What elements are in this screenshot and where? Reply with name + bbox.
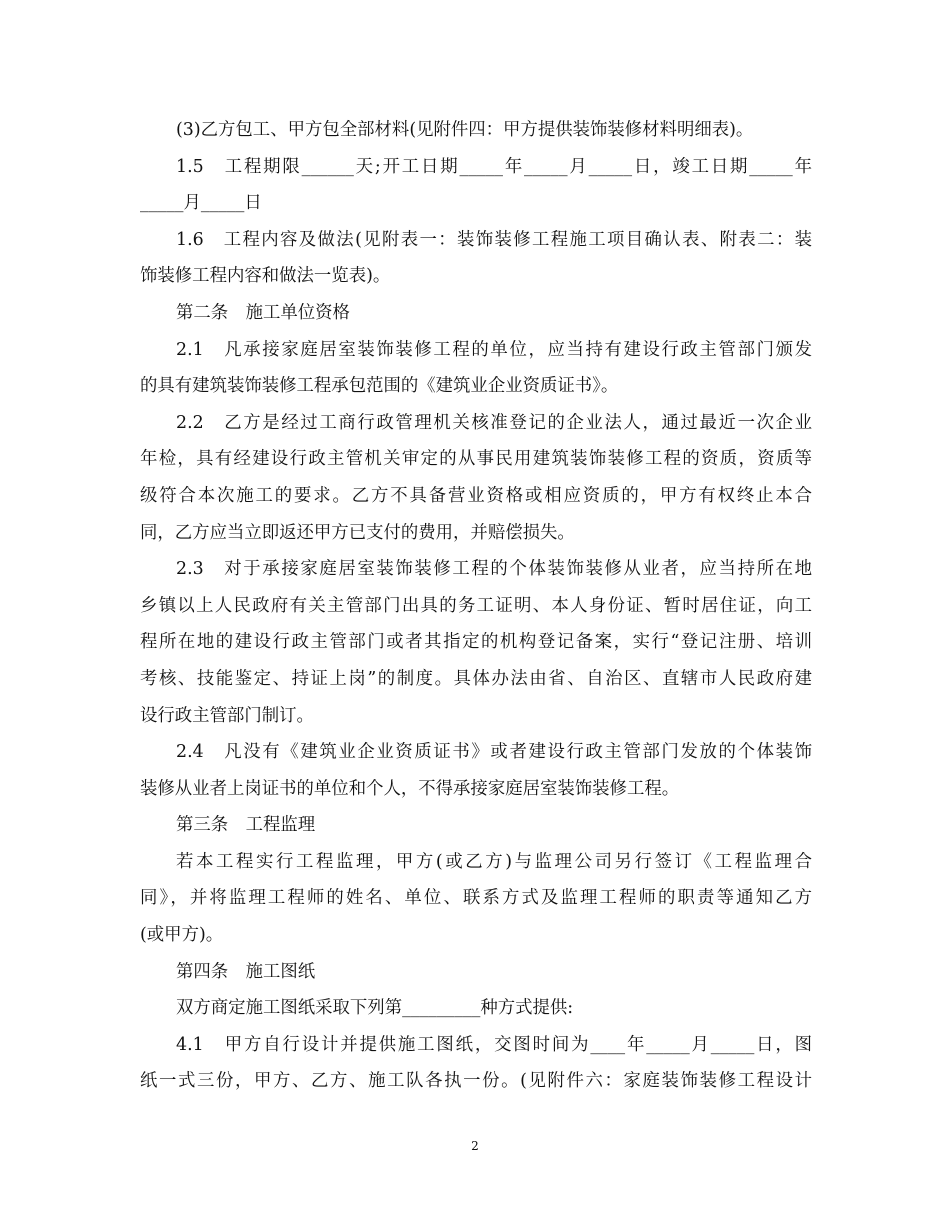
page-number: 2	[471, 1139, 479, 1153]
clause-line: 年检，具有经建设行政主管机关审定的从事民用建筑装饰装修工程的资质，资质等	[140, 449, 812, 470]
clause-line: 1.6 工程内容及做法(见附表一：装饰装修工程施工项目确认表、附表二：装	[176, 229, 812, 250]
article-heading: 第三条 工程监理	[176, 815, 316, 836]
clause-line: 级符合本次施工的要求。乙方不具备营业资格或相应资质的，甲方有权终止本合	[140, 485, 812, 506]
clause-line: (3)乙方包工、甲方包全部材料(见附件四：甲方提供装饰装修材料明细表)。	[176, 120, 754, 140]
article-heading: 第二条 施工单位资格	[176, 302, 350, 323]
clause-line: 乡镇以上人民政府有关主管部门出具的务工证明、本人身份证、暂时居住证，向工	[140, 595, 812, 616]
clause-line: 纸一式三份，甲方、乙方、施工队各执一份。(见附件六：家庭装饰装修工程设计	[140, 1071, 812, 1092]
clause-line: 2.2 乙方是经过工商行政管理机关核准登记的企业法人，通过最近一次企业	[176, 412, 812, 433]
clause-line: 4.1 甲方自行设计并提供施工图纸，交图时间为____年_____月_____日，图	[176, 1034, 812, 1055]
article-heading: 第四条 施工图纸	[176, 961, 316, 982]
clause-line: (或甲方)。	[140, 925, 224, 946]
clause-line: 1.5 工程期限______天;开工日期_____年_____月_____日，竣工日期_____年	[176, 156, 812, 177]
clause-line: 2.4 凡没有《建筑业企业资质证书》或者建设行政主管部门发放的个体装饰	[176, 742, 812, 763]
clause-line: 装修从业者上岗证书的单位和个人，不得承接家庭居室装饰装修工程。	[140, 778, 680, 799]
clause-line: 考核、技能鉴定、持证上岗”的制度。具体办法由省、自治区、直辖市人民政府建	[140, 668, 812, 689]
clause-line: 的具有建筑装饰装修工程承包范围的《建筑业企业资质证书》。	[140, 376, 619, 397]
clause-line: 同，乙方应当立即返还甲方已支付的费用，并赔偿损失。	[140, 522, 575, 543]
clause-line: 双方商定施工图纸采取下列第_________种方式提供:	[176, 998, 574, 1019]
clause-line: 2.3 对于承接家庭居室装饰装修工程的个体装饰装修从业者，应当持所在地	[176, 559, 812, 580]
contract-body	[140, 112, 812, 1100]
clause-line: 饰装修工程内容和做法一览表)。	[140, 266, 391, 287]
clause-line: _____月_____日	[140, 193, 262, 214]
clause-line: 程所在地的建设行政主管部门或者其指定的机构登记备案，实行“登记注册、培训	[140, 632, 812, 653]
clause-line: 2.1 凡承接家庭居室装饰装修工程的单位，应当持有建设行政主管部门颁发	[176, 339, 812, 360]
clause-line: 设行政主管部门制订。	[140, 705, 314, 726]
clause-line: 若本工程实行工程监理，甲方(或乙方)与监理公司另行签订《工程监理合	[176, 851, 812, 872]
clause-line: 同》，并将监理工程师的姓名、单位、联系方式及监理工程师的职责等通知乙方	[140, 888, 812, 909]
